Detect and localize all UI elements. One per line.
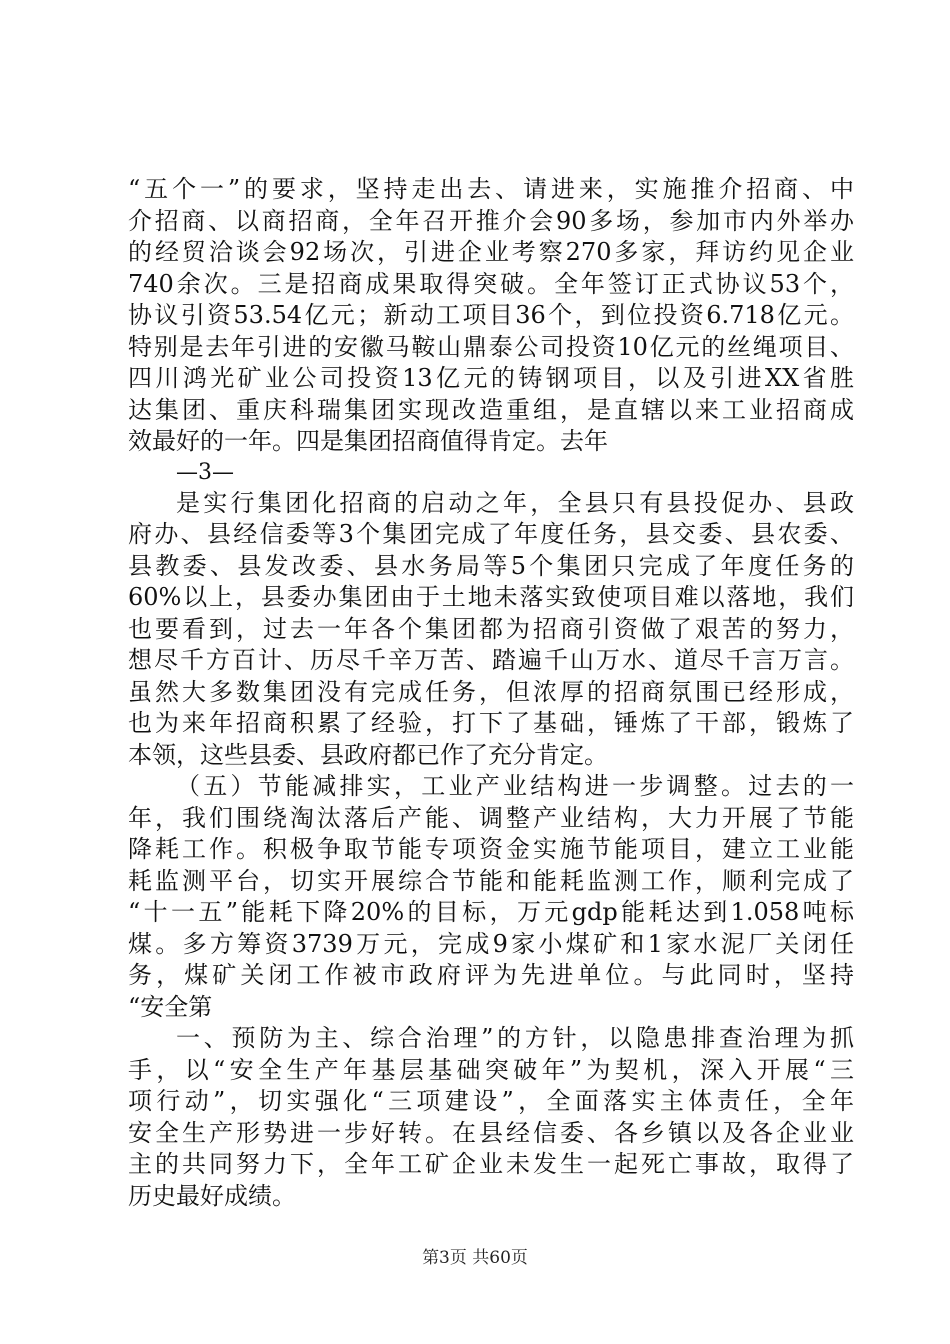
text-line: 本领，这些县委、县政府都已作了充分肯定。 [128,740,608,769]
text-line: “十一五”能耗下降20%的目标，万元gdp能耗达到1.058吨标 [128,898,854,926]
text-line: （五）节能减排实，工业产业结构进一步调整。过去的一 [176,772,854,800]
text-line: 想尽千方百计、历尽千辛万苦、踏遍千山万水、道尽千言万言。 [128,646,854,674]
text-line: 主的共同努力下，全年工矿企业未发生一起死亡事故，取得了 [128,1150,854,1178]
page-footer: 第3页 共60页 [422,1248,528,1268]
text-line: 煤。多方筹资3739万元，完成9家小煤矿和1家水泥厂关闭任 [128,929,854,958]
text-line: 也要看到，过去一年各个集团都为招商引资做了艰苦的努力， [128,614,854,643]
text-line: 一、预防为主、综合治理”的方针，以隐患排查治理为抓 [176,1024,854,1052]
text-line: 安全生产形势进一步好转。在县经信委、各乡镇以及各企业业 [128,1118,854,1147]
text-line: 年，我们围绕淘汰落后产能、调整产业结构，大力开展了节能 [128,803,854,832]
text-line: 手，以“安全生产年基层基础突破年”为契机，深入开展“三 [128,1055,854,1084]
text-line: 740余次。三是招商成果取得突破。全年签订正式协议53个， [128,269,854,298]
text-line: 降耗工作。积极争取节能专项资金实施节能项目，建立工业能 [128,835,854,863]
text-line: 的经贸洽谈会92场次，引进企业考察270多家，拜访约见企业 [128,238,854,266]
paragraph-3 [128,771,854,1023]
text-line: 历史最好成绩。 [128,1181,296,1210]
text-line: 效最好的一年。四是集团招商值得肯定。去年 [128,427,608,455]
text-line: “安全第 [128,992,213,1021]
text-line: 介招商、以商招商，全年召开推介会90多场，参加市内外举办 [128,206,854,235]
text-line: 四川鸿光矿业公司投资13亿元的铸钢项目，以及引进XX省胜 [128,364,854,392]
text-line: 60%以上，县委办集团由于土地未落实致使项目难以落地，我们 [128,583,854,611]
text-line: 耗监测平台，切实开展综合节能和能耗监测工作，顺利完成了 [128,866,854,895]
text-line: 县教委、县发改委、县水务局等5个集团只完成了年度任务的 [128,551,854,580]
paragraph-4 [128,1023,854,1212]
source-page-marker: —3— [176,459,234,485]
text-line: 项行动”，切实强化“三项建设”，全面落实主体责任，全年 [128,1087,854,1115]
text-line: 虽然大多数集团没有完成任务，但浓厚的招商氛围已经形成， [128,677,854,706]
paragraph-1 [128,174,854,458]
text-line: “五个一”的要求，坚持走出去、请进来，实施推介招商、中 [128,175,854,203]
text-line: 协议引资53.54亿元；新动工项目36个，到位投资6.718亿元。 [128,301,854,329]
text-line: 达集团、重庆科瑞集团实现改造重组，是直辖以来工业招商成 [128,395,854,424]
text-line: 特别是去年引进的安徽马鞍山鼎泰公司投资10亿元的丝绳项目、 [128,332,854,361]
text-line: 府办、县经信委等3个集团完成了年度任务，县交委、县农委、 [128,520,854,548]
paragraph-2 [128,488,854,772]
document-body [128,174,854,1212]
text-line: 务，煤矿关闭工作被市政府评为先进单位。与此同时，坚持 [128,961,854,989]
text-line: 是实行集团化招商的启动之年，全县只有县投促办、县政 [176,488,854,517]
text-line: 也为来年招商积累了经验，打下了基础，锤炼了干部，锻炼了 [128,709,854,737]
